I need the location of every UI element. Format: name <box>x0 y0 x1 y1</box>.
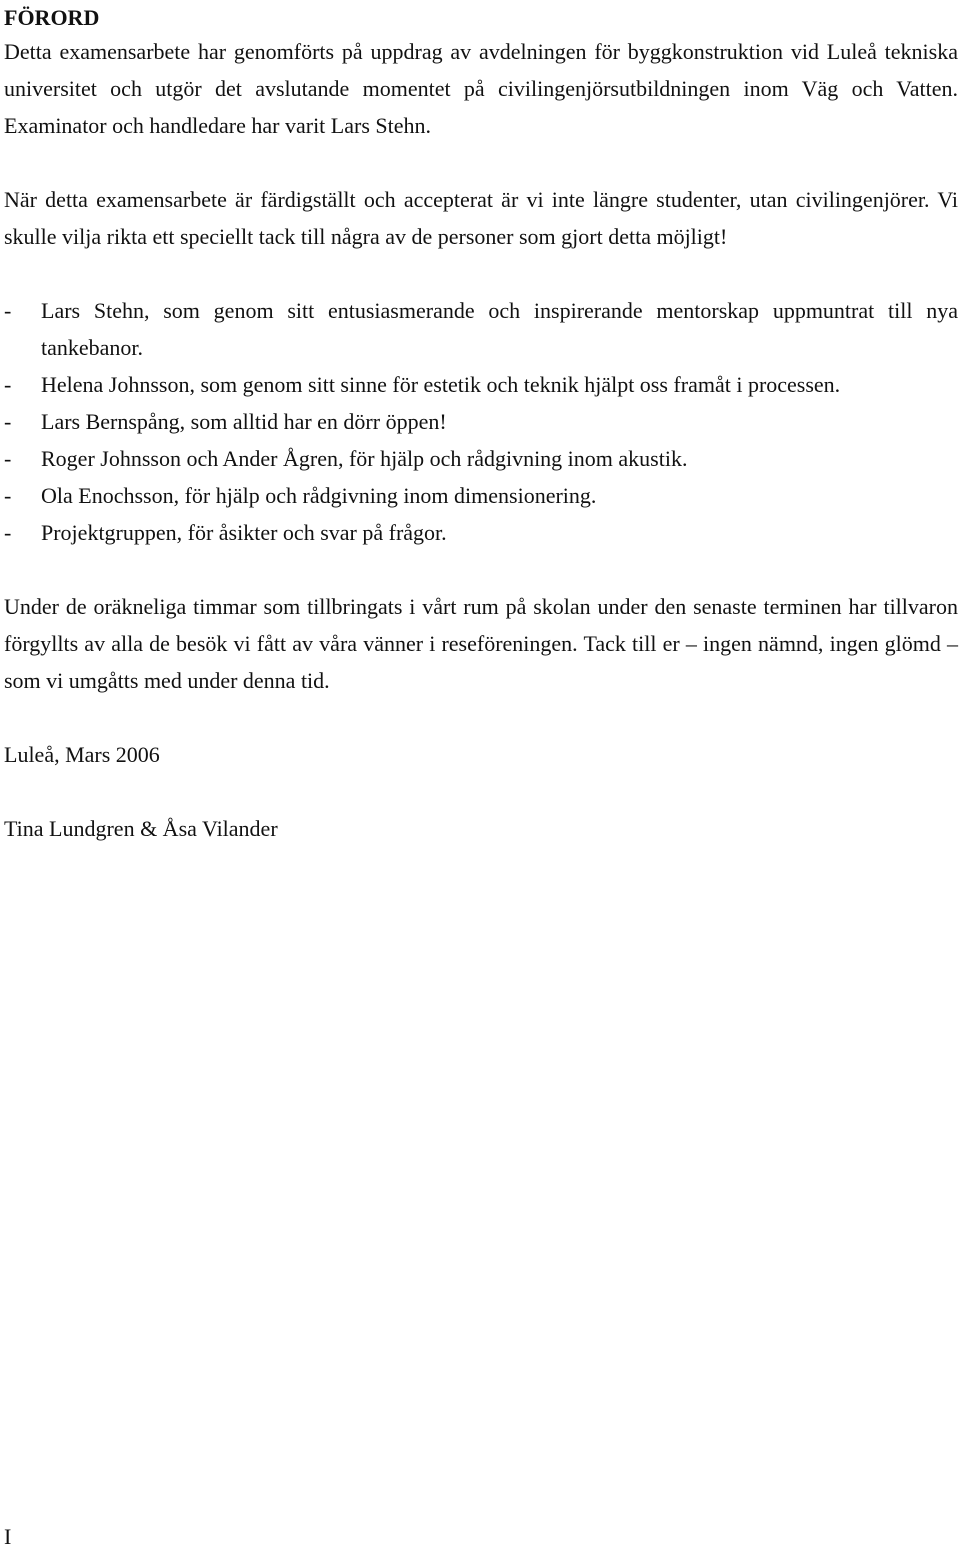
list-item <box>4 403 958 440</box>
list-item-text: Helena Johnsson, som genom sitt sinne för estetik och teknik hjälpt oss framåt i processen. <box>41 372 841 397</box>
list-marker: - <box>4 298 12 323</box>
list-item <box>4 514 958 551</box>
acknowledgement-list <box>4 292 958 551</box>
page-title: FÖRORD <box>4 5 100 30</box>
thanks-intro-paragraph: När detta examensarbete är färdigställt och accepterat är vi inte längre studenter, utan civilingenjörer. Vi skulle vilja rikta ett speciellt tack till några av de personer som gjort detta möjligt! <box>4 187 958 249</box>
list-marker: - <box>4 372 12 397</box>
list-item-text: Lars Stehn, som genom sitt entusiasmerande och inspirerande mentorskap uppmuntrat till nya tankebanor. <box>41 298 958 360</box>
list-item-text: Lars Bernspång, som alltid har en dörr öppen! <box>41 409 447 434</box>
list-marker: - <box>4 446 12 471</box>
list-item-text: Projektgruppen, för åsikter och svar på frågor. <box>41 520 447 545</box>
paragraph-spacer <box>4 255 958 292</box>
closing-paragraph: Under de oräkneliga timmar som tillbringats i vårt rum på skolan under den senaste terminen har tillvaron förgyllts av alla de besök vi fått av våra vänner i reseföreningen. Tack till er – ingen nämnd, ingen glömd – som vi umgåtts med under denna tid. <box>4 594 958 693</box>
list-item <box>4 440 958 477</box>
list-item <box>4 292 958 366</box>
page-number: I <box>4 1524 12 1549</box>
author-names: Tina Lundgren & Åsa Vilander <box>4 816 278 841</box>
paragraph-spacer <box>4 773 958 810</box>
paragraph-spacer <box>4 699 958 736</box>
list-item <box>4 477 958 514</box>
list-marker: - <box>4 483 12 508</box>
list-marker: - <box>4 520 12 545</box>
intro-paragraph: Detta examensarbete har genomförts på uppdrag av avdelningen för byggkonstruktion vid Luleå tekniska universitet och utgör det avslutande momentet på civilingenjörsutbildningen inom Väg och Vatten. Examinator och handledare har varit Lars Stehn. <box>4 39 958 138</box>
paragraph-spacer <box>4 551 958 588</box>
list-item <box>4 366 958 403</box>
list-item-text: Ola Enochsson, för hjälp och rådgivning inom dimensionering. <box>41 483 597 508</box>
list-item-text: Roger Johnsson och Ander Ågren, för hjälp och rådgivning inom akustik. <box>41 446 688 471</box>
list-marker: - <box>4 409 12 434</box>
document-page <box>4 3 958 847</box>
place-date: Luleå, Mars 2006 <box>4 742 160 767</box>
paragraph-spacer <box>4 144 958 181</box>
